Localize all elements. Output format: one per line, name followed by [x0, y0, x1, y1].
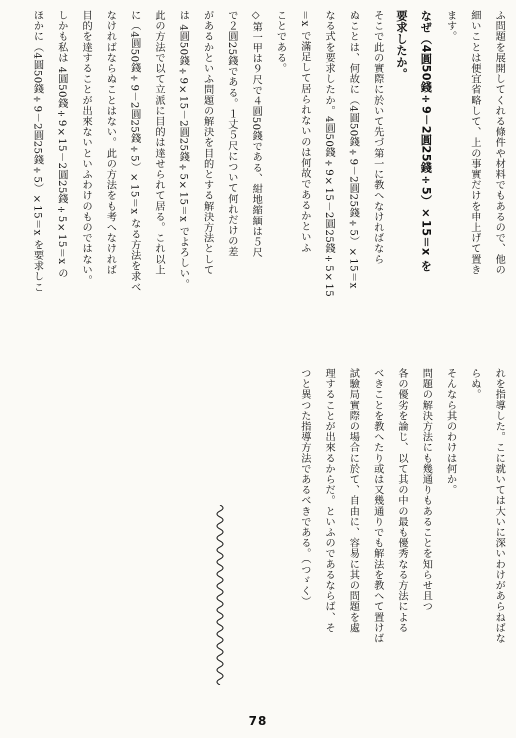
- text-line: なる式を要求したか。4圓50錢÷9×15－2圓25錢÷5×15: [323, 10, 335, 298]
- text-line: 各の優劣を論じ、以て其の中の最も優秀なる方法による: [396, 368, 407, 633]
- text-line: 目的を達することが出來ないといふわけのものではない。: [80, 10, 92, 286]
- text-line: ぬことは、何故に（4圓50錢÷9－2圓25錢÷5）×15＝x: [347, 10, 359, 289]
- text-line: なければならぬことはない。此の方法をも考へなければ: [104, 10, 116, 275]
- text-line: ◇第一甲は９尺で４圓50錢である、紺地縮緬は５尺: [250, 10, 262, 258]
- text-line: 此の方法で以て立派に目的は達せられて居る。これ以上: [153, 10, 164, 275]
- text-line: つと異つた指導方法であるべきである。（つゞく）: [298, 368, 310, 607]
- text-line: 試驗局實際の場合に於て、自由に、容易に其の問題を處: [347, 368, 359, 633]
- text-line: ＝x で滿足して居られないのは何故であるかといふ: [298, 10, 310, 253]
- heading-text: 要求したか。: [395, 10, 408, 80]
- text-line: れを指導した。こに就いては大いに深いわけがあらねばな: [493, 368, 505, 644]
- text-line: ことである。: [274, 10, 286, 74]
- text-line: ほかに（4圓50錢÷9－2圓25錢÷5）×15＝x を要求しこ: [31, 10, 43, 293]
- text-line: は 4圓50錢÷9×15－2圓25錢÷5×15＝x でよろしい。: [177, 10, 189, 290]
- heading-text: なぜ（4圓50錢÷9－2圓25錢÷5）×15＝x を: [419, 10, 433, 272]
- text-line: に（4圓50錢÷9－2圓25錢÷5）×15＝x なる方法を求べ: [128, 10, 140, 293]
- text-line: ます。: [444, 10, 456, 42]
- text-line: で２圓25錢である。１丈５尺について何れだけの差: [225, 10, 237, 257]
- text-line: があるかといふ問題の解決を目的とする解決方法として: [201, 10, 213, 275]
- page-number: 78: [248, 714, 268, 728]
- wavy-divider-line: [212, 505, 228, 685]
- text-line: しかも私は 4圓50錢÷9×15－2圓25錢÷5×15＝x の: [55, 10, 67, 279]
- heading-line: [417, 10, 433, 340]
- text-line: 理することが出來るからだ。といふのであるならば、そ: [323, 368, 335, 633]
- text-line: ふ問題を展開してくれる條件や材料でもあるので、他の: [493, 10, 505, 275]
- text-line: そこで此の實際に於いて先づ第一に教へなければなら: [371, 10, 383, 265]
- text-line: そんなら其のわけは何か。: [444, 368, 456, 496]
- text-line: 問題の解決方法にも幾通りもあることを知らせ且つ: [420, 368, 432, 612]
- text-line: らぬ。: [468, 368, 480, 400]
- text-line: べきことを教へたり或は又幾通りでも解法を教へて置けば: [371, 368, 383, 644]
- text-line: 細いことは便宜省略して、上の事實だけを申上げて置き: [468, 10, 480, 275]
- heading-line: [393, 10, 409, 340]
